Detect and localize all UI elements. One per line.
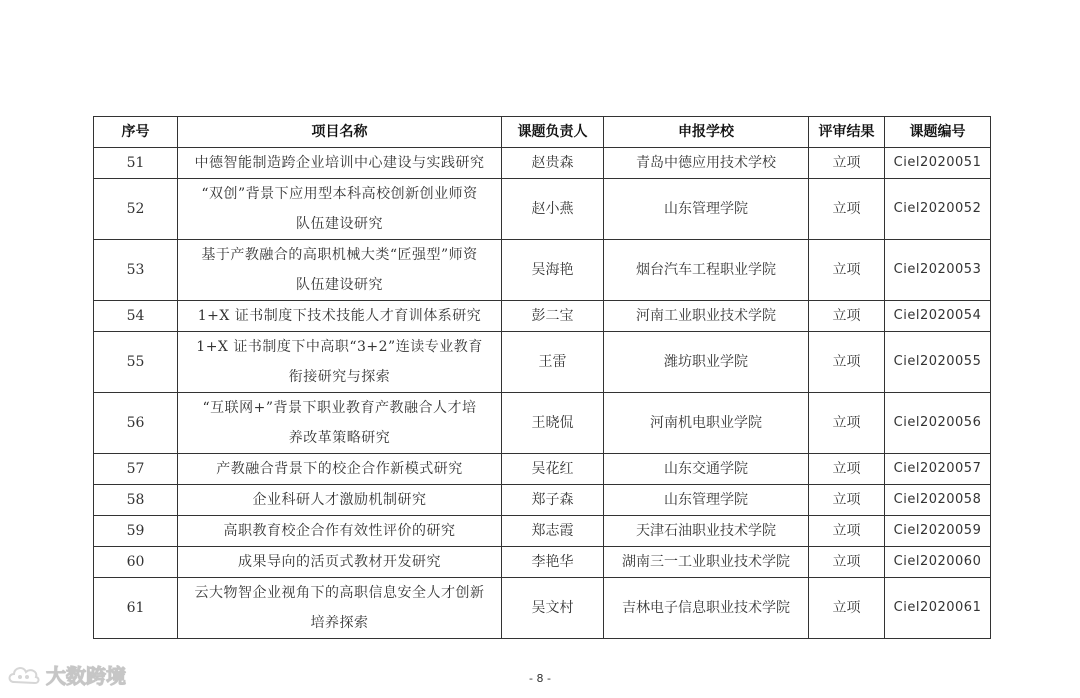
table-row [94,393,991,454]
cell-code: Ciel2020059 [885,516,991,547]
project-name-line: 云大物智企业视角下的高职信息安全人才创新 [194,585,485,601]
cell-leader: 李艳华 [502,547,604,578]
cell-code: Ciel2020053 [885,240,991,301]
project-name-line: 培养探索 [310,615,369,631]
cell-school: 河南机电职业学院 [604,393,809,454]
cell-result: 立项 [809,454,885,485]
table-row [94,578,991,639]
cell-serial: 59 [94,516,178,547]
cell-school: 青岛中德应用技术学校 [604,148,809,179]
cell-code: Ciel2020060 [885,547,991,578]
cell-serial: 52 [94,179,178,240]
cell-project-name [178,547,502,578]
cloud-logo-icon [6,662,42,688]
cell-school: 河南工业职业技术学院 [604,301,809,332]
cell-project-name [178,301,502,332]
cell-serial: 57 [94,454,178,485]
cell-leader: 王雷 [502,332,604,393]
cell-project-name [178,393,502,454]
cell-leader: 吴文村 [502,578,604,639]
cell-code: Ciel2020051 [885,148,991,179]
table-row [94,454,991,485]
cell-serial: 54 [94,301,178,332]
cell-leader: 郑志霞 [502,516,604,547]
header-leader: 课题负责人 [502,117,604,148]
cell-serial: 55 [94,332,178,393]
cell-result: 立项 [809,516,885,547]
cell-project-name [178,516,502,547]
cell-result: 立项 [809,332,885,393]
cell-serial: 53 [94,240,178,301]
cell-result: 立项 [809,393,885,454]
header-project-name: 项目名称 [178,117,502,148]
cell-school: 山东交通学院 [604,454,809,485]
project-name-line: “双创”背景下应用型本科高校创新创业师资 [201,186,478,202]
page-number: - 8 - [529,672,551,685]
project-name-line: 基于产教融合的高职机械大类“匠强型”师资 [201,247,478,263]
project-name-line: 衔接研究与探索 [288,369,391,385]
table-row [94,179,991,240]
project-name-line: 养改革策略研究 [288,430,391,446]
cell-serial: 56 [94,393,178,454]
header-result: 评审结果 [809,117,885,148]
project-table [93,116,991,639]
project-name-line: 中德智能制造跨企业培训中心建设与实践研究 [194,155,485,171]
cell-school: 烟台汽车工程职业学院 [604,240,809,301]
table-body [94,148,991,639]
table-row [94,332,991,393]
project-name-line: 1+X 证书制度下技术技能人才育训体系研究 [197,308,482,324]
cell-result: 立项 [809,301,885,332]
cell-result: 立项 [809,485,885,516]
project-name-line: 高职教育校企合作有效性评价的研究 [223,523,456,539]
cell-leader: 吴花红 [502,454,604,485]
table-header-row [94,117,991,148]
cell-serial: 61 [94,578,178,639]
cell-project-name [178,485,502,516]
cell-serial: 51 [94,148,178,179]
header-school: 申报学校 [604,117,809,148]
cell-school: 天津石油职业技术学院 [604,516,809,547]
cell-result: 立项 [809,148,885,179]
table-row [94,485,991,516]
cell-leader: 郑子森 [502,485,604,516]
cell-code: Ciel2020058 [885,485,991,516]
cell-code: Ciel2020057 [885,454,991,485]
project-name-line: 企业科研人才激励机制研究 [252,492,427,508]
table-row [94,516,991,547]
cell-result: 立项 [809,578,885,639]
cell-result: 立项 [809,547,885,578]
cell-leader: 彭二宝 [502,301,604,332]
cell-leader: 赵小燕 [502,179,604,240]
project-name-line: 队伍建设研究 [296,277,383,293]
cell-code: Ciel2020061 [885,578,991,639]
header-code: 课题编号 [885,117,991,148]
watermark-text: 大数跨境 [46,664,126,688]
cell-result: 立项 [809,240,885,301]
cell-project-name [178,240,502,301]
project-name-line: 成果导向的活页式教材开发研究 [238,554,441,570]
project-name-line: 队伍建设研究 [296,216,383,232]
cell-project-name [178,454,502,485]
table-row [94,301,991,332]
cell-serial: 58 [94,485,178,516]
cell-project-name [178,179,502,240]
cell-result: 立项 [809,179,885,240]
table-row [94,148,991,179]
cell-code: Ciel2020056 [885,393,991,454]
cell-project-name [178,578,502,639]
project-name-line: 1+X 证书制度下中高职“3+2”连读专业教育 [196,339,483,355]
cell-leader: 吴海艳 [502,240,604,301]
cell-serial: 60 [94,547,178,578]
table-row [94,240,991,301]
project-name-line: 产教融合背景下的校企合作新模式研究 [216,461,463,477]
cell-code: Ciel2020054 [885,301,991,332]
project-name-line: “互联网+”背景下职业教育产教融合人才培 [202,400,477,416]
watermark [6,660,126,689]
cell-school: 湖南三一工业职业技术学院 [604,547,809,578]
cell-school: 吉林电子信息职业技术学院 [604,578,809,639]
cell-project-name [178,332,502,393]
cell-school: 山东管理学院 [604,485,809,516]
header-serial: 序号 [94,117,178,148]
cell-leader: 王晓侃 [502,393,604,454]
cell-leader: 赵贵森 [502,148,604,179]
table-row [94,547,991,578]
cell-code: Ciel2020052 [885,179,991,240]
cell-project-name [178,148,502,179]
cell-school: 潍坊职业学院 [604,332,809,393]
cell-code: Ciel2020055 [885,332,991,393]
cell-school: 山东管理学院 [604,179,809,240]
